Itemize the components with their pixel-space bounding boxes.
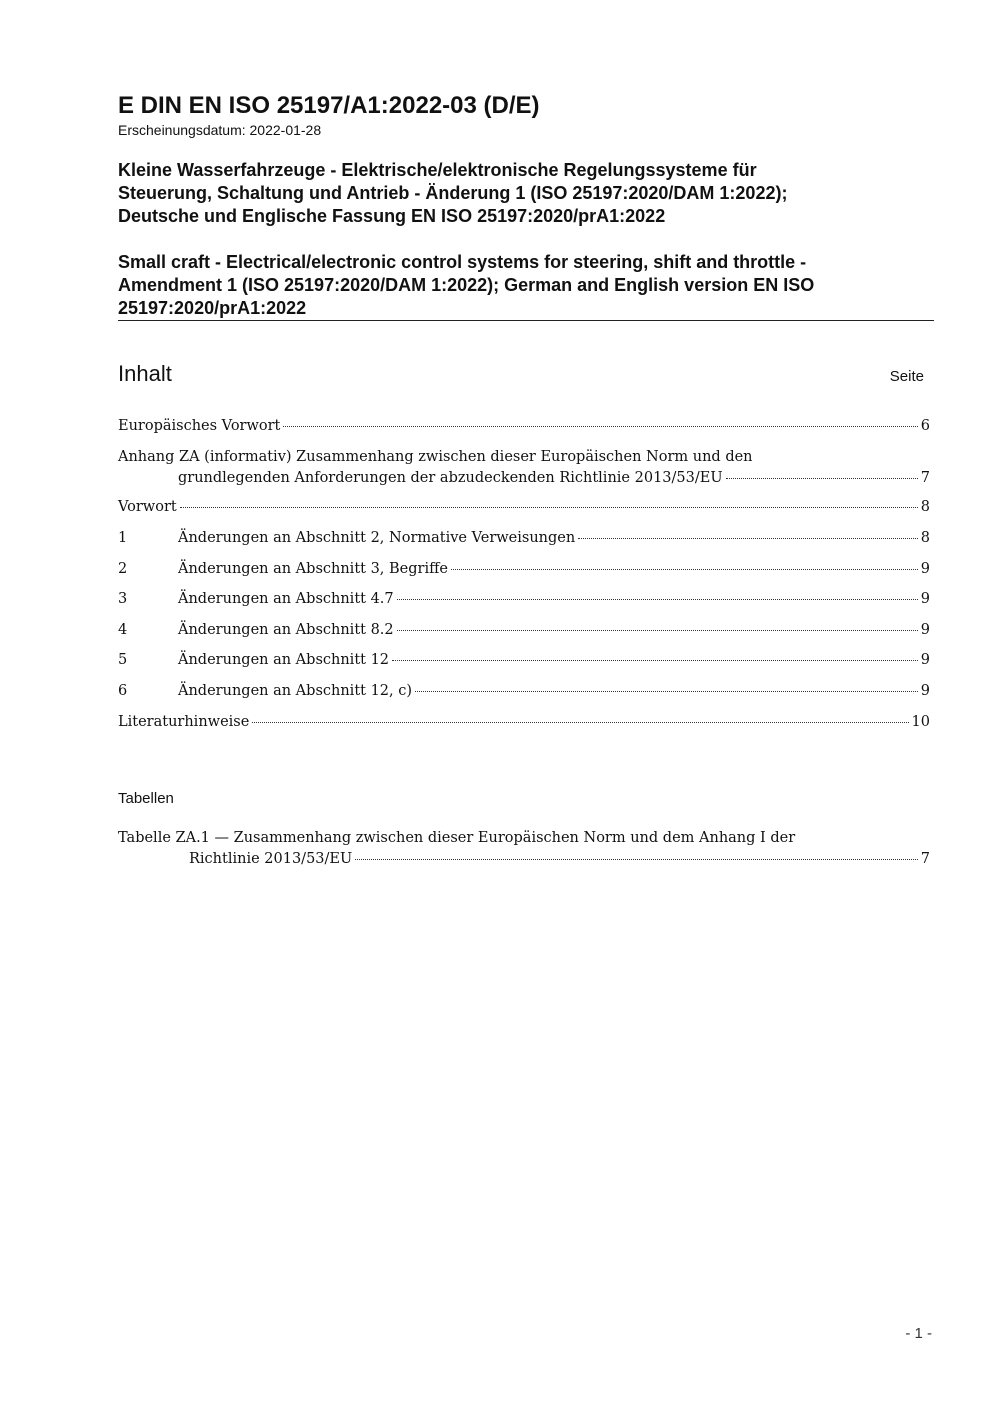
toc-entry-page: 8 [920,499,930,515]
toc-entry-text: grundlegenden Anforderungen der abzudeckenden Richtlinie 2013/53/EU [178,470,723,486]
toc-entry-section-6[interactable] [118,681,930,702]
toc-entry-bibliography[interactable] [118,712,930,733]
title-divider [118,320,934,321]
german-title-line: Steuerung, Schaltung und Antrieb - Änderung 1 (ISO 25197:2020/DAM 1:2022); [118,183,788,203]
toc-dot-leader [180,507,918,508]
toc-dot-leader [392,660,918,661]
toc-entry-text: Europäisches Vorwort [118,418,281,434]
toc-entry-text: Änderungen an Abschnitt 3, Begriffe [178,561,448,577]
toc-entry-foreword[interactable] [118,497,930,518]
english-title-line: Amendment 1 (ISO 25197:2020/DAM 1:2022); German and English version EN ISO [118,275,815,295]
toc-entry-page: 10 [911,714,930,730]
toc-entry-text: Änderungen an Abschnitt 2, Normative Verweisungen [178,530,576,546]
toc-dot-leader [397,599,918,600]
toc-entry-text: Literaturhinweise [118,714,250,730]
toc-entry-section-5[interactable] [118,650,930,671]
toc-entry-annex-za[interactable] [118,447,930,489]
table-entry-page: 7 [920,851,930,867]
toc-entry-text: Änderungen an Abschnitt 12 [178,652,390,668]
toc-dot-leader [578,538,918,539]
toc-dot-leader [355,859,918,860]
toc-dot-leader [415,691,918,692]
toc-entry-number: 1 [118,530,128,546]
toc-entry-number: 4 [118,622,128,638]
toc-entry-text: Änderungen an Abschnitt 12, c) [178,683,413,699]
toc-entry-page: 9 [920,561,930,577]
toc-entry-european-foreword[interactable] [118,416,930,437]
toc-entry-page: 9 [920,652,930,668]
toc-entry-text-line1: Anhang ZA (informativ) Zusammenhang zwischen dieser Europäischen Norm und den [118,449,753,465]
toc-entry-number: 2 [118,561,128,577]
toc-entry-number: 3 [118,591,128,607]
toc-entry-text: Änderungen an Abschnitt 4.7 [178,591,394,607]
toc-entry-section-3[interactable] [118,589,930,610]
toc-entry-page: 8 [920,530,930,546]
toc-entry-page: 9 [920,622,930,638]
toc-dot-leader [252,722,908,723]
table-entry-text: Richtlinie 2013/53/EU [189,851,353,867]
tables-heading: Tabellen [118,790,174,807]
german-title-line: Deutsche und Englische Fassung EN ISO 25197:2020/prA1:2022 [118,206,666,226]
document-title: E DIN EN ISO 25197/A1:2022-03 (D/E) [118,92,540,119]
english-title-line: 25197:2020/prA1:2022 [118,298,307,318]
german-title-line: Kleine Wasserfahrzeuge - Elektrische/elektronische Regelungssysteme für [118,160,757,180]
german-title [118,159,918,228]
page-number: - 1 - [905,1325,932,1342]
toc-dot-leader [726,478,918,479]
toc-entry-section-1[interactable] [118,528,930,549]
toc-entry-text: Vorwort [118,499,177,515]
english-title-line: Small craft - Electrical/electronic control systems for steering, shift and throttle - [118,252,807,272]
toc-dot-leader [397,630,918,631]
toc-entry-page: 7 [920,470,930,486]
table-entry-text-line1: Tabelle ZA.1 — Zusammenhang zwischen dieser Europäischen Norm und dem Anhang I der [118,830,796,846]
toc-entry-number: 6 [118,683,128,699]
toc-entry-page: 6 [920,418,930,434]
toc-dot-leader [451,569,918,570]
toc-entry-number: 5 [118,652,128,668]
toc-entry-page: 9 [920,683,930,699]
toc-dot-leader [283,426,917,427]
toc-entry-text: Änderungen an Abschnitt 8.2 [178,622,394,638]
toc-entry-section-4[interactable] [118,620,930,641]
publication-date: Erscheinungsdatum: 2022-01-28 [118,122,322,138]
toc-entry-section-2[interactable] [118,559,930,580]
toc-page-column-heading: Seite [889,368,924,385]
toc-entry-page: 9 [920,591,930,607]
english-title [118,251,918,320]
toc-heading: Inhalt [118,361,172,386]
table-entry-za1[interactable] [118,828,930,870]
